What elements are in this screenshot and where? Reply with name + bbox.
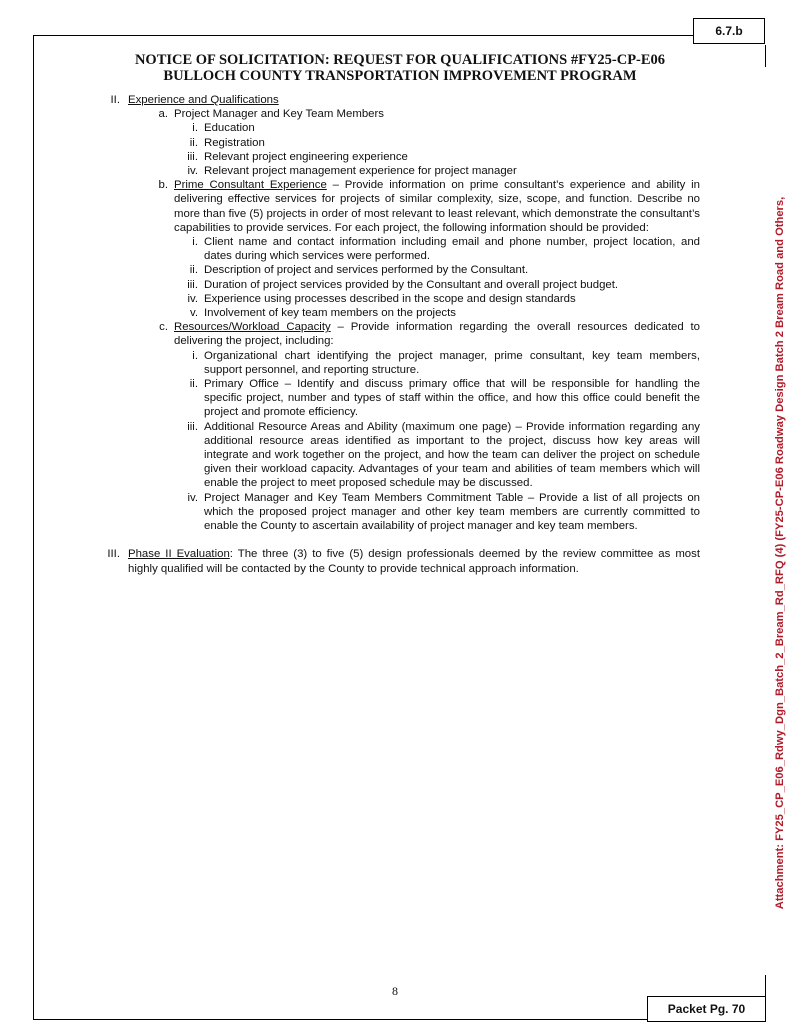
list-item-text: Project Manager and Key Team Members Commitment Table – Provide a list of all projects on which the proposed project manager and other key team members are currently committed to enable the County to ascertain availability of project manager and key team members. [204,491,700,533]
subsection-c [120,320,700,533]
page-frame-right-tick-top [765,45,766,67]
section-number: III. [107,548,120,561]
subsection-letter: c. [159,321,168,334]
list-item-number: ii. [189,264,198,277]
page-frame-top-border [33,35,740,36]
attachment-side-label-text: Attachment: FY25_CP_E06_Rdwy_Dgn_Batch_2_Bream_Rd_RFQ (4) (FY25-CP-E06 Roadway Design Batch 2 Bream Road and Others, [774,196,786,910]
list-item-number: iii. [187,278,198,291]
page-frame-right-tick-bottom [765,975,766,997]
list-item-text: Primary Office – Identify and discuss primary office that will be responsible for handling the specific project, number and types of staff within the office, and how this office could benefit the project and promote efficiency. [204,378,700,419]
section-body: : The three (3) to five (5) design professionals deemed by the review committee as most highly qualified will be contacted by the County to provide technical approach information. [128,548,701,575]
title-line-1: NOTICE OF SOLICITATION: REQUEST FOR QUALIFICATIONS #FY25-CP-E06 [134,52,666,68]
page-frame-left-border [33,35,34,1020]
list-item [187,292,700,306]
list-item-number: iv. [187,491,198,504]
document-body [107,93,701,576]
list-item [189,377,700,420]
section-number: II. [110,94,120,106]
subsection-a-list [168,121,700,178]
list-item-number: i. [192,122,198,135]
list-item-number: iii. [187,420,198,433]
list-item-text: Relevant project management experience for project manager [204,165,517,178]
subsection-text: Project Manager and Key Team Members [174,108,384,121]
list-item-text: Registration [204,136,265,149]
list-item-number: ii. [189,136,198,149]
list-item-text: Relevant project engineering experience [204,150,408,163]
list-item-number: i. [192,236,198,249]
section-text [128,547,700,575]
list-item [187,420,700,491]
list-item [187,491,700,534]
subsection-heading: Resources/Workload Capacity [174,321,331,334]
section-heading: Phase II Evaluation [128,548,230,561]
list-item-text: Involvement of key team members on the projects [204,307,456,320]
subsection-letter: b. [158,179,168,192]
list-item [192,235,700,263]
list-item-number: v. [189,307,198,320]
list-item-text: Description of project and services performed by the Consultant. [204,264,529,277]
list-item-number: i. [192,349,198,362]
subsection-text [174,178,700,235]
list-item-text: Education [204,122,255,135]
list-item-text: Client name and contact information including email and phone number, project location, and dates during which services were performed. [204,236,700,263]
section-heading: Experience and Qualifications [128,94,279,106]
title-line-2: BULLOCH COUNTY TRANSPORTATION IMPROVEMENT PROGRAM [163,68,637,84]
packet-page-tab: Packet Pg. 70 [647,996,766,1022]
subsection-a [120,107,700,178]
subsection-text [174,320,700,348]
list-item-number: iv. [187,165,198,178]
agenda-item-tab: 6.7.b [693,18,765,44]
list-item [192,349,700,377]
subsection-letter: a. [158,108,168,121]
document-title [40,52,760,84]
list-item-text: Organizational chart identifying the project manager, prime consultant, key team members, support personnel, and reporting structure. [204,349,700,376]
subsection-body: – Provide information regarding the overall resources dedicated to delivering the project, including: [174,321,701,348]
list-item [189,136,700,150]
subsection-b-list [168,235,700,320]
list-item [187,164,700,178]
list-item-number: iv. [187,292,198,305]
page-number: 8 [392,984,398,998]
list-item-text: Additional Resource Areas and Ability (maximum one page) – Provide information regarding any additional resource areas identified as important to the project, discuss how key areas will integrate and work together on the project, and how the team can deliver the project on schedule given their workload capacity. Advantages of your team and abilities of team members which will enable the project to meet proposed schedule may be discussed. [204,420,700,490]
list-item [187,150,700,164]
list-item-text: Duration of project services provided by the Consultant and overall project budget. [204,278,619,291]
subsection-c-list [168,349,700,534]
list-item [189,306,700,320]
subsection-heading: Prime Consultant Experience [174,179,327,192]
list-item [187,278,700,292]
list-item-number: iii. [187,150,198,163]
page-frame-bottom-border [33,1019,681,1020]
section-experience-qualifications [110,93,701,533]
list-item-number: ii. [189,378,198,391]
subsection-body: – Provide information on prime consultant’s experience and ability in delivering effective services for projects of similar complexity, size, scope, and function. Describe no more than five (5) projects in order of most relevant to least relevant, which demonstrate the consultant’s capabilities to provide services. For each project, the following information should be provided: [174,179,700,234]
list-item [192,121,700,135]
section-phase-ii-evaluation [107,547,701,575]
list-item-text: Experience using processes described in the scope and design standards [204,292,576,305]
subsection-b [120,178,700,320]
list-item [189,263,700,277]
